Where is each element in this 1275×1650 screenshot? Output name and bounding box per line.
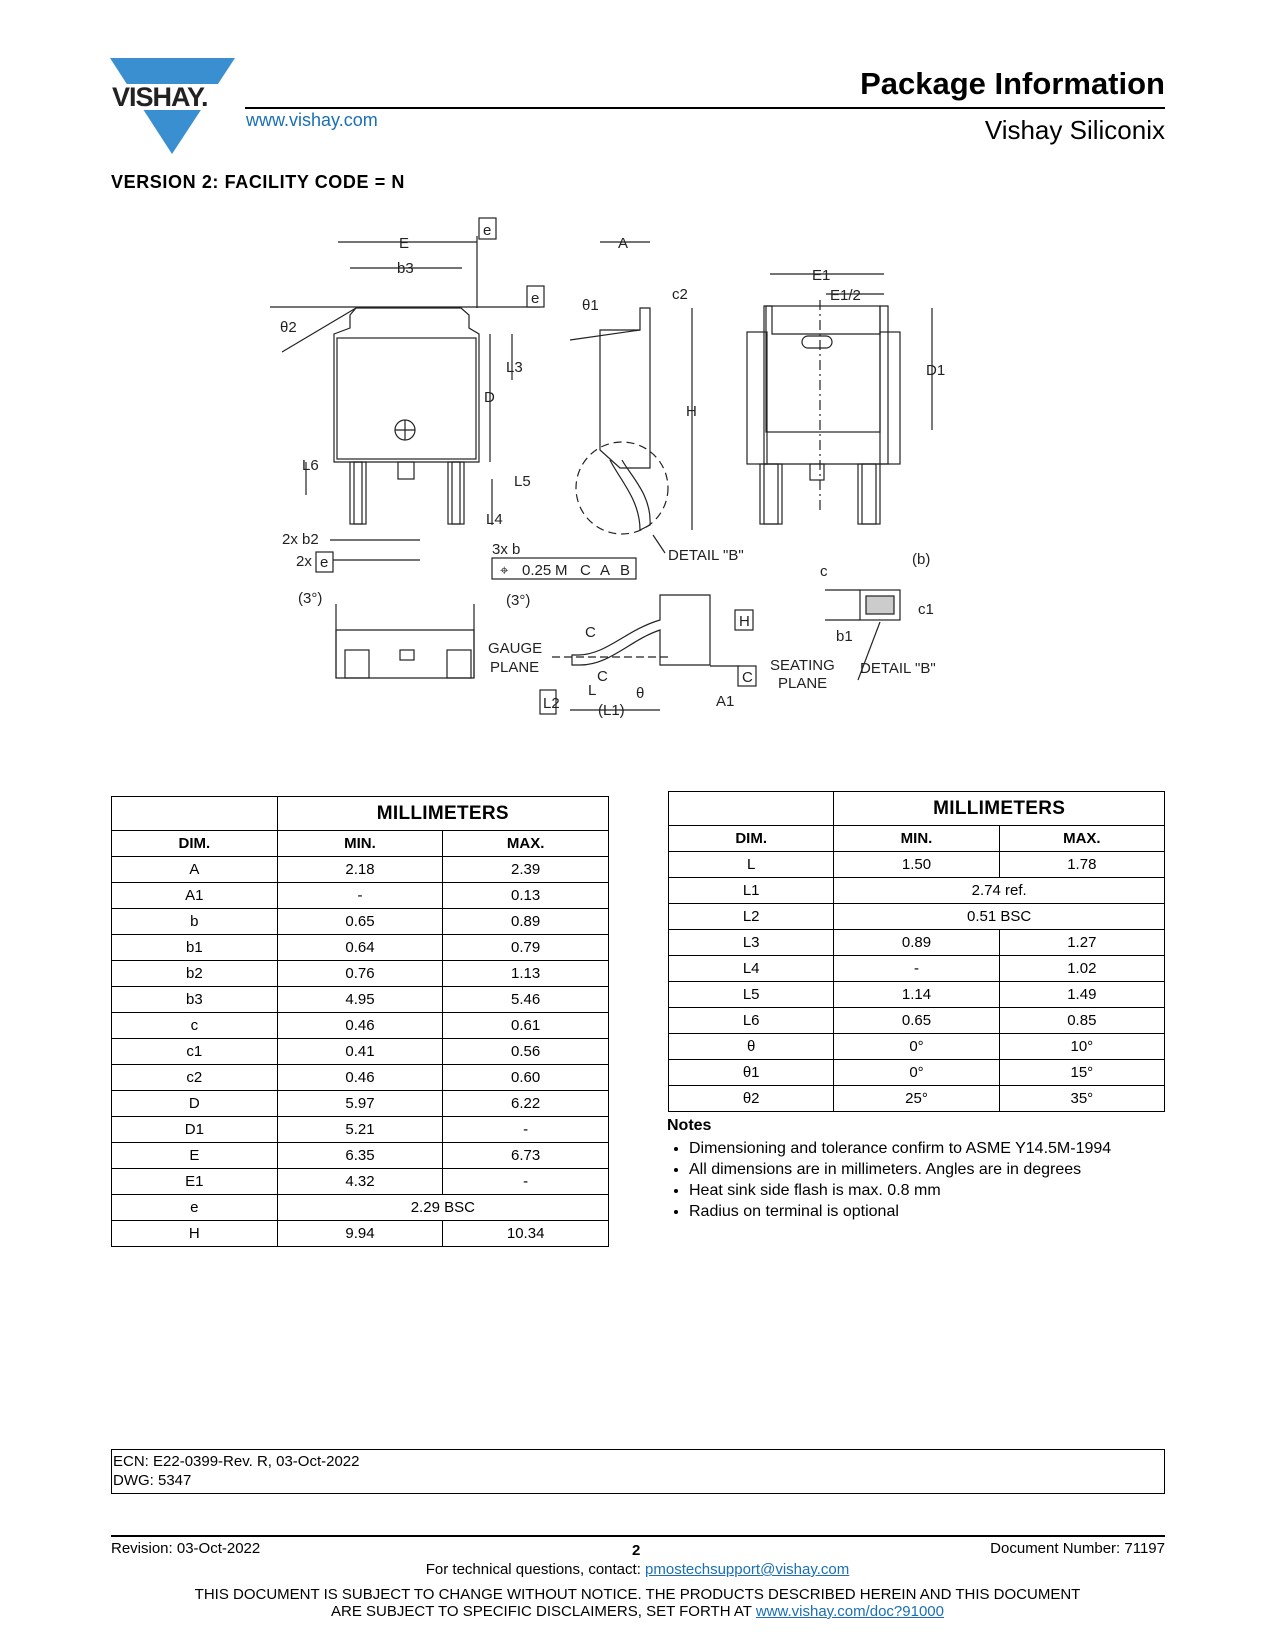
dim-label: c	[820, 563, 828, 580]
dim-label: M	[555, 562, 568, 579]
table-row	[669, 1034, 1165, 1060]
max-cell: 0.56	[443, 1039, 609, 1065]
min-cell: 0.65	[277, 909, 443, 935]
max-cell: 15°	[999, 1060, 1164, 1086]
column-header: MAX.	[443, 831, 609, 857]
page-number: 2	[632, 1542, 641, 1559]
max-cell: -	[443, 1169, 609, 1195]
value-cell: 0.51 BSC	[834, 904, 1165, 930]
logo-text: VISHAY.	[112, 82, 208, 112]
dim-label: DETAIL "B"	[668, 547, 744, 564]
min-cell: 4.32	[277, 1169, 443, 1195]
dim-label: (b)	[912, 551, 931, 568]
dim-cell: D	[112, 1091, 278, 1117]
min-cell: 0.89	[834, 930, 999, 956]
column-header: MIN.	[277, 831, 443, 857]
contact-line: For technical questions, contact: pmostechsupport@vishay.com	[425, 1561, 850, 1578]
dimensions-table-right	[668, 791, 1165, 1112]
revision-date: Revision: 03-Oct-2022	[111, 1540, 261, 1557]
dim-cell: b2	[112, 961, 278, 987]
dim-label: D	[484, 389, 495, 406]
dim-label: B	[620, 562, 631, 579]
dim-cell: b	[112, 909, 278, 935]
value-cell: 2.29 BSC	[277, 1195, 608, 1221]
column-header: MIN.	[834, 826, 999, 852]
dim-cell: E	[112, 1143, 278, 1169]
disclaimer-line-1: THIS DOCUMENT IS SUBJECT TO CHANGE WITHOUT NOTICE. THE PRODUCTS DESCRIBED HEREIN AND THIS DOCUMENT	[194, 1586, 1081, 1603]
page-title: Package Information	[860, 66, 1165, 101]
dim-label: L	[588, 682, 597, 699]
dim-label: L3	[506, 359, 523, 376]
max-cell: 0.61	[443, 1013, 609, 1039]
dim-cell: c1	[112, 1039, 278, 1065]
min-cell: 0°	[834, 1034, 999, 1060]
dim-label: ⌖	[500, 562, 509, 579]
dim-cell: H	[112, 1221, 278, 1247]
dim-cell: b3	[112, 987, 278, 1013]
dim-label: SEATING	[770, 657, 835, 674]
table-row	[112, 857, 609, 883]
table-row	[669, 878, 1165, 904]
dim-label: e	[531, 290, 540, 307]
dim-label: GAUGE	[488, 640, 543, 657]
dim-label: 2x b2	[282, 531, 319, 548]
dim-label: b1	[836, 628, 853, 645]
dim-label: C	[742, 669, 753, 686]
dim-label: 3x b	[492, 541, 521, 558]
max-cell: 5.46	[443, 987, 609, 1013]
dim-label: E	[399, 235, 410, 252]
table-row	[669, 982, 1165, 1008]
dim-label: L5	[514, 473, 531, 490]
table-row	[112, 883, 609, 909]
note-item: • All dimensions are in millimeters. Angles are in degrees	[689, 1159, 1111, 1180]
table-row	[112, 1143, 609, 1169]
dim-label: (3°)	[298, 590, 323, 607]
min-cell: 5.97	[277, 1091, 443, 1117]
dim-label: C	[580, 562, 591, 579]
dim-label: θ	[636, 685, 645, 702]
table-row	[112, 1091, 609, 1117]
dim-label: 2x	[296, 553, 312, 570]
dim-label: b3	[397, 260, 414, 277]
dim-label: θ1	[582, 297, 599, 314]
disclaimer-line-2: ARE SUBJECT TO SPECIFIC DISCLAIMERS, SET FORTH AT www.vishay.com/doc?91000	[331, 1603, 944, 1620]
table-row	[112, 1169, 609, 1195]
dim-label: PLANE	[490, 659, 540, 676]
min-cell: 9.94	[277, 1221, 443, 1247]
mm-header: MILLIMETERS	[277, 797, 608, 831]
max-cell: 1.13	[443, 961, 609, 987]
min-cell: 6.35	[277, 1143, 443, 1169]
table-row	[669, 1060, 1165, 1086]
dim-label: e	[320, 554, 329, 571]
max-cell: 0.89	[443, 909, 609, 935]
max-cell: -	[443, 1117, 609, 1143]
table-row	[669, 852, 1165, 878]
note-item: • Heat sink side flash is max. 0.8 mm	[689, 1180, 1111, 1201]
dim-cell: b1	[112, 935, 278, 961]
max-cell: 0.85	[999, 1008, 1164, 1034]
min-cell: 25°	[834, 1086, 999, 1112]
dim-cell: L4	[669, 956, 834, 982]
notes-title: Notes	[667, 1117, 712, 1134]
dim-label: θ2	[280, 319, 297, 336]
max-cell: 0.79	[443, 935, 609, 961]
dim-cell: A1	[112, 883, 278, 909]
dim-cell: c	[112, 1013, 278, 1039]
column-header: MAX.	[999, 826, 1164, 852]
table-row	[112, 935, 609, 961]
dim-label: 0.25	[522, 562, 552, 579]
dim-label: H	[686, 403, 697, 420]
table-row	[669, 1008, 1165, 1034]
table-row	[669, 956, 1165, 982]
dim-label: e	[483, 222, 492, 239]
min-cell: 1.50	[834, 852, 999, 878]
table-row	[669, 1086, 1165, 1112]
column-header: DIM.	[112, 831, 278, 857]
dim-cell: L1	[669, 878, 834, 904]
disclaimer-link[interactable]: www.vishay.com/doc?91000	[755, 1603, 944, 1620]
min-cell: 0.76	[277, 961, 443, 987]
min-cell: 0°	[834, 1060, 999, 1086]
max-cell: 1.02	[999, 956, 1164, 982]
dim-label: L2	[543, 695, 560, 712]
table-row	[669, 904, 1165, 930]
table-row	[112, 961, 609, 987]
dim-label: c2	[672, 286, 688, 303]
dim-label: L4	[486, 511, 503, 528]
min-cell: 5.21	[277, 1117, 443, 1143]
dim-cell: A	[112, 857, 278, 883]
max-cell: 1.27	[999, 930, 1164, 956]
min-cell: 0.64	[277, 935, 443, 961]
table-row	[112, 1221, 609, 1247]
value-cell: 2.74 ref.	[834, 878, 1165, 904]
max-cell: 6.22	[443, 1091, 609, 1117]
max-cell: 35°	[999, 1086, 1164, 1112]
dim-cell: c2	[112, 1065, 278, 1091]
dim-label: c1	[918, 601, 934, 618]
max-cell: 1.49	[999, 982, 1164, 1008]
dwg-text: DWG: 5347	[113, 1472, 192, 1489]
max-cell: 10.34	[443, 1221, 609, 1247]
dim-label: E1	[812, 267, 831, 284]
table-row	[112, 1065, 609, 1091]
dim-label: A	[618, 235, 629, 252]
dim-label: E1/2	[830, 287, 861, 304]
table-row	[112, 909, 609, 935]
dim-label: A	[600, 562, 611, 579]
min-cell: -	[277, 883, 443, 909]
dim-cell: D1	[112, 1117, 278, 1143]
dim-cell: L6	[669, 1008, 834, 1034]
dim-label: C	[585, 624, 596, 641]
dim-cell: θ1	[669, 1060, 834, 1086]
min-cell: 0.41	[277, 1039, 443, 1065]
max-cell: 10°	[999, 1034, 1164, 1060]
table-row	[112, 1013, 609, 1039]
table-row	[112, 1117, 609, 1143]
dim-cell: L2	[669, 904, 834, 930]
dim-label: L6	[302, 457, 319, 474]
dimensions-table-left	[111, 796, 609, 1247]
dim-cell: e	[112, 1195, 278, 1221]
dim-cell: L5	[669, 982, 834, 1008]
table-row	[669, 930, 1165, 956]
ecn-text: ECN: E22-0399-Rev. R, 03-Oct-2022	[113, 1453, 360, 1470]
min-cell: 2.18	[277, 857, 443, 883]
vishay-logo	[110, 56, 235, 156]
version-heading: VERSION 2: FACILITY CODE = N	[111, 172, 406, 192]
package-drawing	[270, 210, 990, 755]
table-row	[112, 987, 609, 1013]
table-row	[112, 1039, 609, 1065]
dim-cell: L3	[669, 930, 834, 956]
header-rule	[245, 107, 1165, 109]
dim-label: H	[739, 613, 750, 630]
company-name: Vishay Siliconix	[984, 115, 1165, 145]
dim-label: (3°)	[506, 592, 531, 609]
footer-rule	[111, 1535, 1165, 1537]
dim-label: (L1)	[598, 702, 625, 719]
max-cell: 0.60	[443, 1065, 609, 1091]
min-cell: 4.95	[277, 987, 443, 1013]
min-cell: 0.46	[277, 1013, 443, 1039]
dim-cell: θ	[669, 1034, 834, 1060]
website-link[interactable]: www.vishay.com	[246, 110, 378, 130]
dim-label: PLANE	[778, 675, 828, 692]
dim-label: DETAIL "B"	[860, 660, 936, 677]
max-cell: 6.73	[443, 1143, 609, 1169]
dim-label: C	[597, 668, 608, 685]
min-cell: -	[834, 956, 999, 982]
dim-cell: E1	[112, 1169, 278, 1195]
note-item: • Dimensioning and tolerance confirm to ASME Y14.5M-1994	[689, 1138, 1111, 1159]
dim-label: A1	[716, 693, 735, 710]
max-cell: 1.78	[999, 852, 1164, 878]
dim-cell: L	[669, 852, 834, 878]
dim-label: D1	[926, 362, 946, 379]
ecn-box	[111, 1449, 1165, 1494]
max-cell: 0.13	[443, 883, 609, 909]
dim-cell: θ2	[669, 1086, 834, 1112]
min-cell: 0.65	[834, 1008, 999, 1034]
mm-header: MILLIMETERS	[834, 792, 1165, 826]
max-cell: 2.39	[443, 857, 609, 883]
column-header: DIM.	[669, 826, 834, 852]
min-cell: 1.14	[834, 982, 999, 1008]
support-email-link[interactable]: pmostechsupport@vishay.com	[645, 1561, 850, 1578]
note-item: • Radius on terminal is optional	[689, 1201, 1111, 1222]
notes-section	[667, 1117, 1111, 1222]
min-cell: 0.46	[277, 1065, 443, 1091]
table-row	[112, 1195, 609, 1221]
document-number: Document Number: 71197	[990, 1540, 1165, 1557]
